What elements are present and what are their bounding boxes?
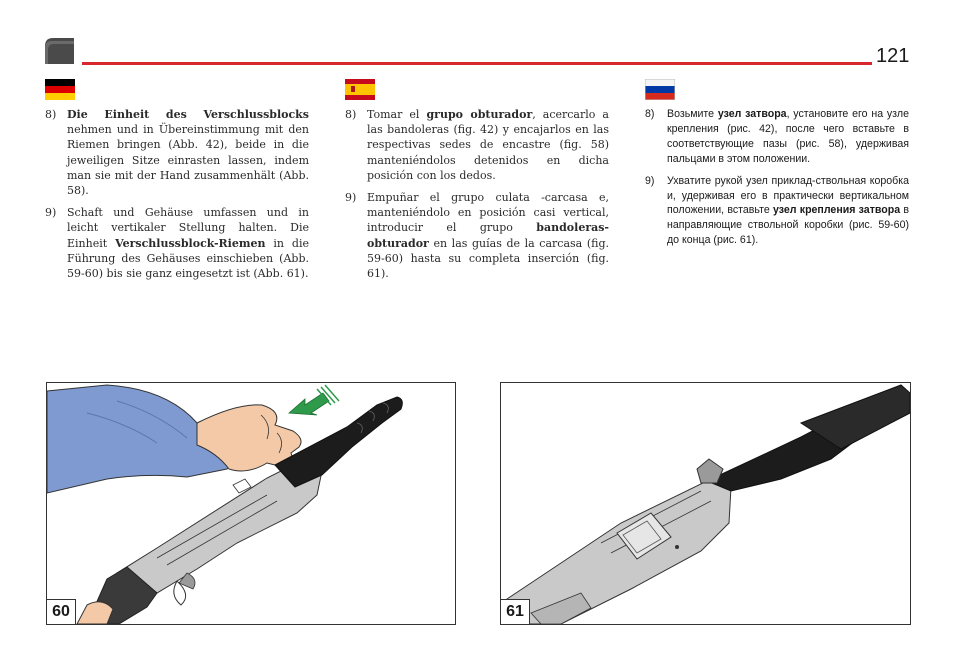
german-instructions [45, 107, 309, 288]
hand-inserting-bolt-illustration [47, 383, 455, 624]
figure-60 [46, 382, 456, 625]
german-flag-icon [45, 79, 75, 100]
russian-flag-icon [645, 79, 675, 100]
insertion-arrow-icon [289, 385, 339, 415]
list-item: 8) Возьмите узел затвора, установите его на узле крепления (рис. 42), после чего вставьте в соответствующие пазы (рис. 58), удерживая пальцами в этом положении. [645, 108, 909, 165]
header-rule [82, 62, 872, 65]
russian-instructions [645, 107, 909, 255]
figure-label: 60 [47, 599, 76, 624]
brand-logo-icon [45, 38, 74, 64]
spanish-instructions [345, 107, 609, 288]
list-item: 9) Empuñar el grupo culata -carcasa e, manteniéndolo en posición casi vertical, introducir el grupo bandoleras-obturador en las guías de la carcasa (fig. 59-60) hasta su completa inserción (fig. 61). [345, 191, 609, 281]
figure-label: 61 [501, 599, 530, 624]
spanish-flag-icon [345, 79, 375, 100]
list-item: 8) Tomar el grupo obturador, acercarlo a las bandoleras (fig. 42) y encajarlos en las respectivas sedes de encastre (fig. 58) manteniéndolos detenidos en dicha posición con los dedos. [345, 108, 609, 182]
figure-61 [500, 382, 911, 625]
list-item: 9) Schaft und Gehäuse umfassen und in leicht vertikaler Stellung halten. Die Einheit Verschlussblock-Riemen in die Führung des Gehäuses einschieben (Abb. 59-60) bis sie ganz eingesetzt ist (Abb. 61). [45, 206, 309, 281]
bolt-inserted-illustration [501, 383, 910, 624]
page-number: 121 [876, 45, 910, 67]
list-item: 9) Ухватите рукой узел приклад-ствольная коробка и, удерживая его в практически вертикальном положении, вставьте узел крепления затвора в направляющие ствольной коробки (рис. 59-60) до конца (рис. 61). [645, 174, 909, 247]
list-item: 8) Die Einheit des Verschlussblocks nehmen und in Übereinstimmung mit den Riemen bringen (Abb. 42), beide in die jeweiligen Sitze einrasten lassen, indem man sie mit der Hand zusammenhält (Abb. 58). [45, 108, 309, 198]
